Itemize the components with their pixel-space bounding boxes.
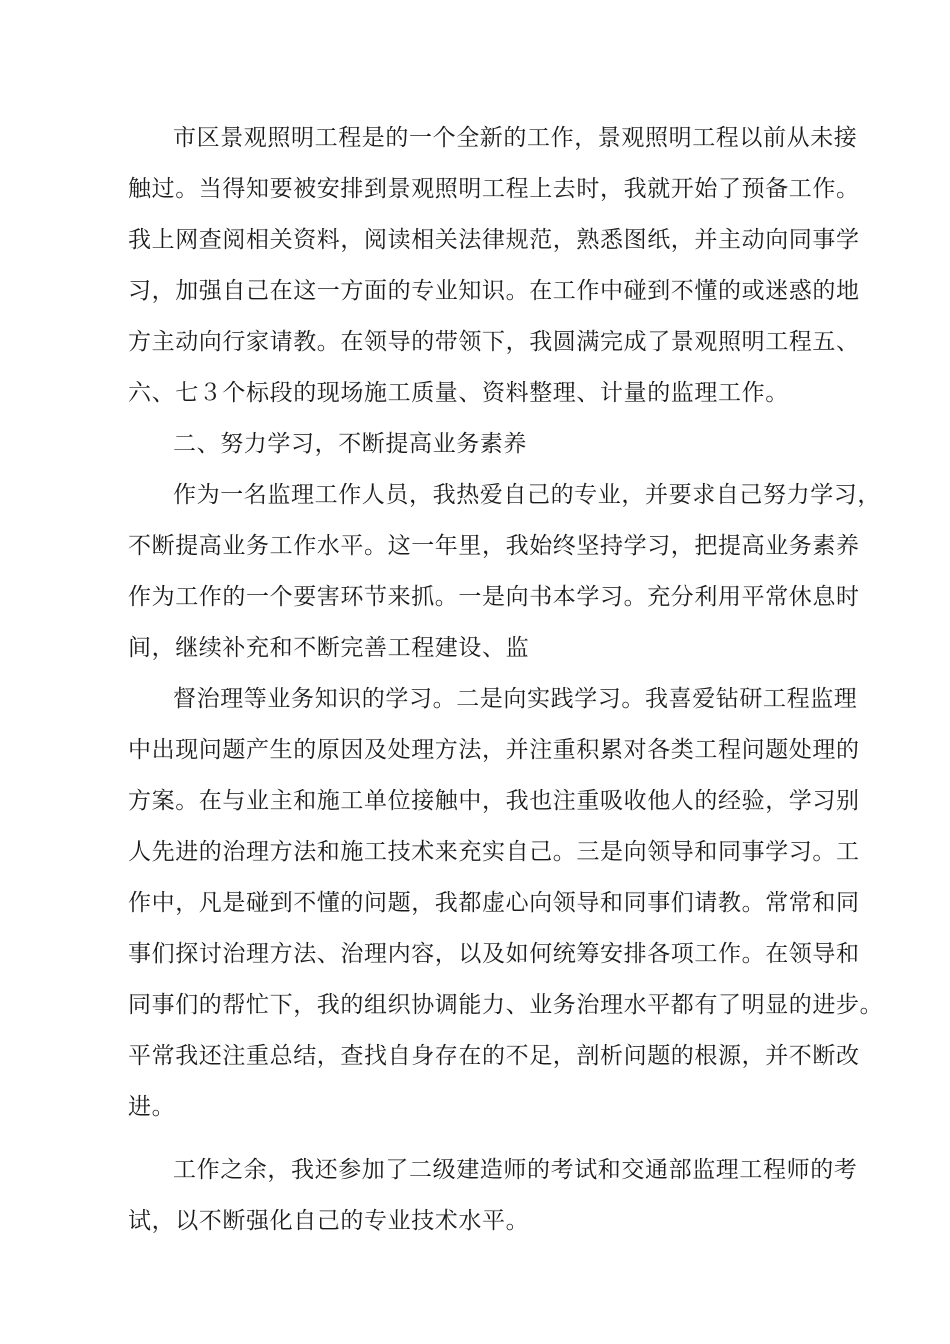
paragraph-1-line-6: 六、七３个标段的现场施工质量、资料整理、计量的监理工作。 <box>128 380 789 406</box>
paragraph-2-line-1: 作为一名监理工作人员，我热爱自己的专业，并要求自己努力学习， <box>173 482 881 508</box>
paragraph-3-line-4: 人先进的治理方法和施工技术来充实自己。三是向领导和同事学习。工 <box>128 839 860 865</box>
paragraph-1-line-5: 方主动向行家请教。在领导的带领下，我圆满完成了景观照明工程五、 <box>128 329 860 355</box>
paragraph-4-line-2: 试，以不断强化自己的专业技术水平。 <box>128 1208 530 1234</box>
paragraph-3-line-6: 事们探讨治理方法、治理内容，以及如何统筹安排各项工作。在领导和 <box>128 941 860 967</box>
paragraph-3-line-8: 平常我还注重总结，查找自身存在的不足，剖析问题的根源，并不断改 <box>128 1043 860 1069</box>
paragraph-3-line-9: 进。 <box>128 1094 176 1120</box>
paragraph-4-line-1: 工作之余，我还参加了二级建造师的考试和交通部监理工程师的考 <box>173 1157 858 1183</box>
paragraph-1-line-1: 市区景观照明工程是的一个全新的工作，景观照明工程以前从未接 <box>173 125 858 151</box>
paragraph-2-line-3: 作为工作的一个要害环节来抓。一是向书本学习。充分利用平常休息时 <box>128 584 860 610</box>
paragraph-1-line-2: 触过。当得知要被安排到景观照明工程上去时，我就开始了预备工作。 <box>128 176 860 202</box>
paragraph-1-line-3: 我上网查阅相关资料，阅读相关法律规范，熟悉图纸，并主动向同事学 <box>128 227 860 253</box>
paragraph-3-line-3: 方案。在与业主和施工单位接触中，我也注重吸收他人的经验，学习别 <box>128 788 860 814</box>
paragraph-3-line-5: 作中，凡是碰到不懂的问题，我都虚心向领导和同事们请教。常常和同 <box>128 890 860 916</box>
paragraph-2-line-2: 不断提高业务工作水平。这一年里，我始终坚持学习，把提高业务素养 <box>128 533 860 559</box>
paragraph-2-line-4: 间，继续补充和不断完善工程建设、监 <box>128 635 530 661</box>
paragraph-1-line-4: 习，加强自己在这一方面的专业知识。在工作中碰到不懂的或迷惑的地 <box>128 278 860 304</box>
paragraph-3-line-2: 中出现问题产生的原因及处理方法，并注重积累对各类工程问题处理的 <box>128 737 860 763</box>
paragraph-3-line-7: 同事们的帮忙下，我的组织协调能力、业务治理水平都有了明显的进步。 <box>128 992 884 1018</box>
section-heading: 二、努力学习，不断提高业务素养 <box>173 431 527 457</box>
paragraph-3-line-1: 督治理等业务知识的学习。二是向实践学习。我喜爱钻研工程监理 <box>173 686 858 712</box>
